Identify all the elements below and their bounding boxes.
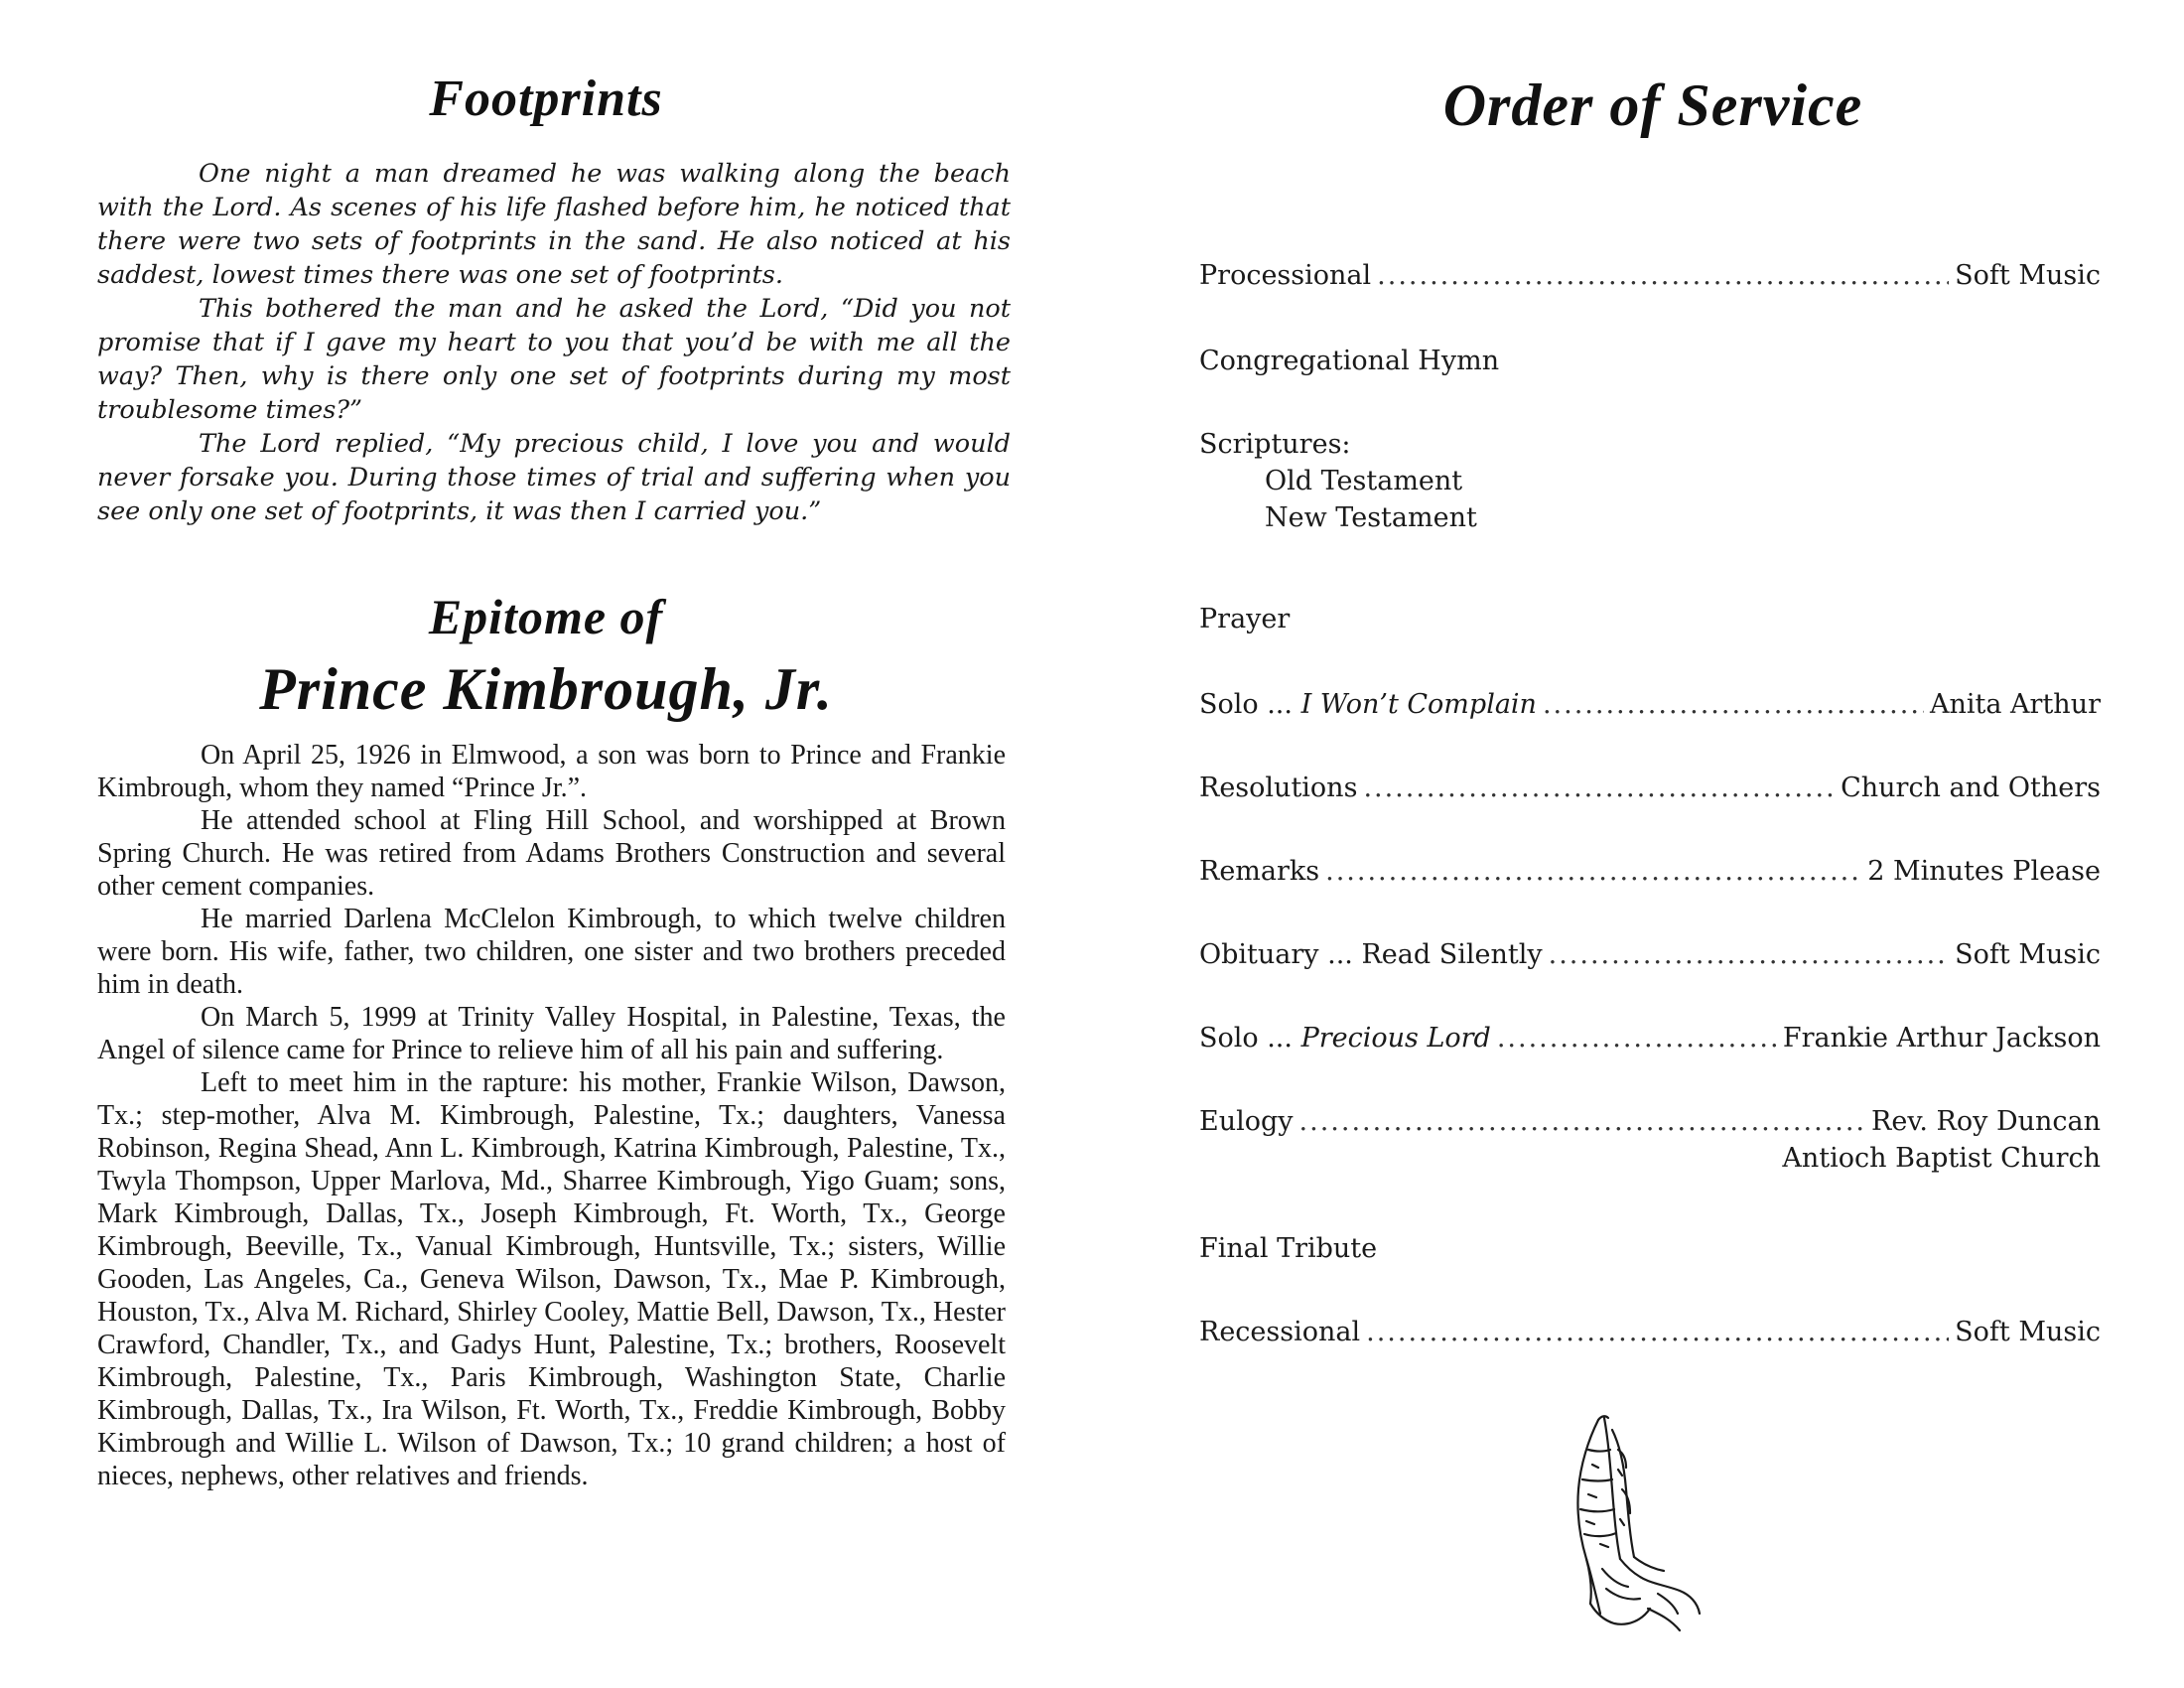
service-item-obituary bbox=[1199, 939, 2101, 975]
obituary-paragraph: Left to meet him in the rapture: his mother, Frankie Wilson, Dawson, Tx.; step-mother, Alva M. Kimbrough, Palestine, Tx.; daughters, Vanessa Robinson, Regina Shead, Ann L. Kimbrough, Katrina Kimbrough, Palestine, Tx., Twyla Thompson, Upper Marlova, Md., Sharree Kimbrough, Yigo Guam; sons, Mark Kimbrough, Dallas, Tx., Joseph Kimbrough, Ft. Worth, Tx., George Kimbrough, Beeville, Tx., Vanual Kimbrough, Huntsville, Tx.; sisters, Willie Gooden, Las Angeles, Ca., Geneva Wilson, Dawson, Tx., Mae P. Kimbrough, Houston, Tx., Alva M. Richard, Shirley Cooley, Mattie Bell, Dawson, Tx., Hester Crawford, Chandler, Tx., and Gadys Hunt, Palestine, Tx.; brothers, Roosevelt Kimbrough, Palestine, Tx., Paris Kimbrough, Washington State, Charlie Kimbrough, Dallas, Tx., Ira Wilson, Ft. Worth, Tx., Freddie Kimbrough, Bobby Kimbrough and Willie L. Wilson of Dawson, Tx.; 10 grand children; a host of nieces, nephews, other relatives and friends. bbox=[97, 1067, 1006, 1491]
service-item-label: Resolutions bbox=[1199, 773, 1358, 803]
epitome-title: Epitome of bbox=[428, 589, 664, 644]
obituary-body bbox=[97, 739, 1006, 1492]
service-item-solo-1 bbox=[1199, 689, 2101, 725]
service-item-label: Final Tribute bbox=[1199, 1233, 1378, 1264]
deceased-name: Prince Kimbrough, Jr. bbox=[259, 656, 833, 722]
obituary-paragraph: On April 25, 1926 in Elmwood, a son was born to Prince and Frankie Kimbrough, whom they named “Prince Jr.”. bbox=[97, 740, 1006, 803]
service-item-final-tribute bbox=[1199, 1233, 2101, 1269]
service-item-solo-2 bbox=[1199, 1023, 2101, 1058]
obituary-paragraph: He attended school at Fling Hill School, and worshipped at Brown Spring Church. He was retired from Adams Brothers Construction and several other cement companies. bbox=[97, 805, 1006, 902]
service-item-label: Processional bbox=[1199, 260, 1372, 291]
service-item-label: Scriptures: bbox=[1199, 429, 1351, 460]
dot-leader bbox=[1363, 773, 1835, 803]
service-item-label: Remarks bbox=[1199, 856, 1320, 887]
service-item-value: Frankie Arthur Jackson bbox=[1782, 1023, 2101, 1054]
dot-leader bbox=[1377, 260, 1949, 291]
service-item-recessional bbox=[1199, 1317, 2101, 1352]
service-item-resolutions bbox=[1199, 773, 2101, 808]
scripture-old-testament: Old Testament bbox=[1265, 466, 1463, 496]
poem-paragraph: The Lord replied, “My precious child, I love you and would never forsake you. During those times of trial and suffering when you see only one set of footprints, it was then I carried you.” bbox=[97, 429, 1011, 526]
service-item-value: Soft Music bbox=[1955, 260, 2101, 291]
service-item-value: Church and Others bbox=[1841, 773, 2101, 803]
service-item-label: Prayer bbox=[1199, 604, 1291, 634]
service-item-remarks bbox=[1199, 856, 2101, 892]
eulogy-church: Antioch Baptist Church bbox=[1782, 1143, 2101, 1174]
service-item-value: Soft Music bbox=[1955, 939, 2101, 970]
poem-paragraph: One night a man dreamed he was walking along the beach with the Lord. As scenes of his life flashed before him, he noticed that there were two sets of footprints in the sand. He also noticed at his saddest, lowest times there was one set of footprints. bbox=[97, 159, 1011, 290]
footprints-title: Footprints bbox=[429, 70, 663, 127]
song-title: I Won’t Complain bbox=[1300, 689, 1537, 720]
footprints-poem bbox=[97, 157, 1011, 528]
service-item-value: Anita Arthur bbox=[1930, 689, 2101, 720]
service-item-label: Recessional bbox=[1199, 1317, 1361, 1347]
service-item-processional bbox=[1199, 260, 2101, 296]
dot-leader bbox=[1299, 1106, 1865, 1137]
poem-paragraph: This bothered the man and he asked the Lord, “Did you not promise that if I gave my heart to you that you’d be with me all the way? Then, why is there only one set of footprints during my most troublesome times?” bbox=[97, 294, 1011, 425]
dot-leader bbox=[1325, 856, 1861, 887]
service-item-value: Soft Music bbox=[1955, 1317, 2101, 1347]
service-item-scriptures bbox=[1199, 429, 2101, 548]
service-item-label: Solo ... bbox=[1199, 689, 1301, 720]
dot-leader bbox=[1366, 1317, 1949, 1347]
service-item-label: Congregational Hymn bbox=[1199, 346, 1500, 376]
service-item-value: Rev. Roy Duncan bbox=[1871, 1106, 2101, 1137]
service-item-value: 2 Minutes Please bbox=[1867, 856, 2101, 887]
obituary-paragraph: He married Darlena McClelon Kimbrough, to which twelve children were born. His wife, father, two children, one sister and two brothers preceded him in death. bbox=[97, 904, 1006, 1000]
obituary-paragraph: On March 5, 1999 at Trinity Valley Hospital, in Palestine, Texas, the Angel of silence came for Prince to relieve him of all his pain and suffering. bbox=[97, 1002, 1006, 1065]
dot-leader bbox=[1543, 689, 1924, 720]
service-item-label: Eulogy bbox=[1199, 1106, 1294, 1137]
service-item-label: Solo ... bbox=[1199, 1023, 1301, 1054]
service-item-hymn bbox=[1199, 346, 2101, 381]
dot-leader bbox=[1497, 1023, 1777, 1054]
scripture-new-testament: New Testament bbox=[1265, 502, 1477, 533]
service-item-label: Obituary ... Read Silently bbox=[1199, 939, 1543, 970]
song-title: Precious Lord bbox=[1300, 1023, 1491, 1054]
dot-leader bbox=[1549, 939, 1950, 970]
service-item-prayer bbox=[1199, 604, 2101, 639]
order-of-service-title: Order of Service bbox=[1442, 72, 1863, 138]
service-item-eulogy bbox=[1199, 1106, 2101, 1186]
praying-hands-icon bbox=[1559, 1410, 1717, 1633]
